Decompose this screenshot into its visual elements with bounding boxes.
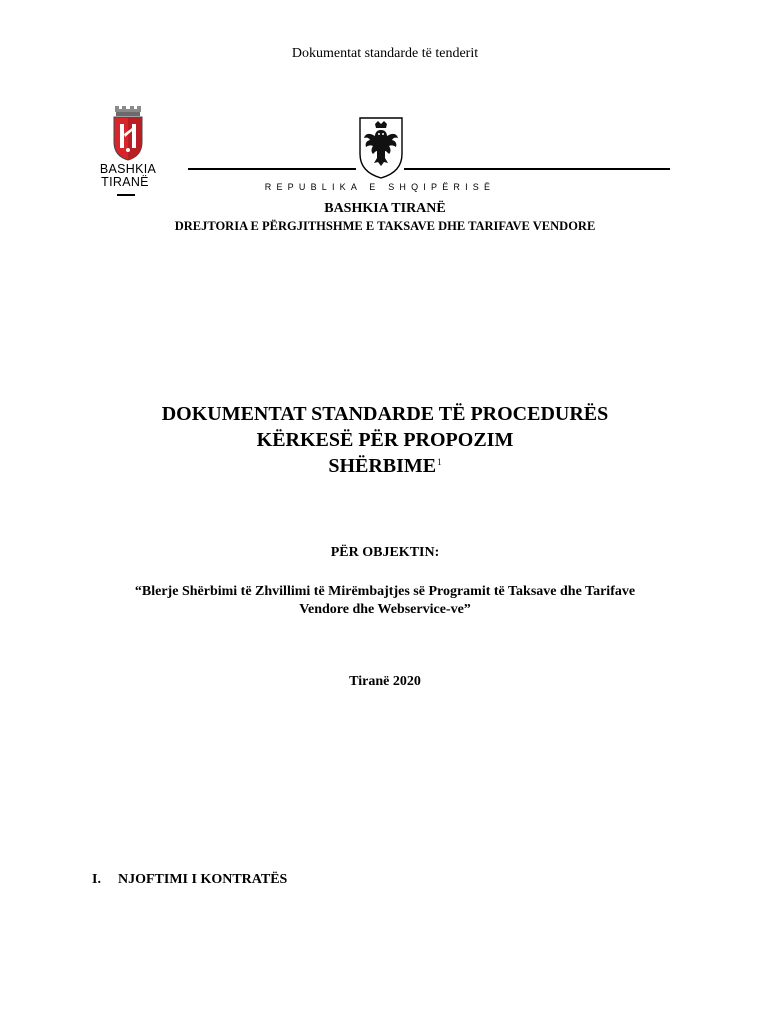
footnote-reference[interactable]: 1 <box>437 457 442 467</box>
municipality-logo-line1: BASHKIA <box>99 162 157 176</box>
republic-caption: REPUBLIKA E SHQIPËRISË <box>264 182 496 192</box>
document-title-line2: KËRKESË PËR PROPOZIM <box>256 429 514 451</box>
tirana-municipality-logo <box>98 104 158 200</box>
document-title-line3-text: SHËRBIME <box>328 455 437 477</box>
section-number: I. <box>92 872 101 887</box>
running-header: Dokumentat standarde të tenderit <box>291 46 479 61</box>
organization-name: BASHKIA TIRANË <box>324 201 446 216</box>
place-and-date: Tiranë 2020 <box>349 674 421 689</box>
municipality-logo-line2: TIRANË <box>101 175 149 189</box>
logo-underline <box>117 194 135 196</box>
document-title-line1: DOKUMENTAT STANDARDE TË PROCEDURËS <box>161 403 609 425</box>
organization-department: DREJTORIA E PËRGJITHSHME E TAKSAVE DHE TARIFAVE VENDORE <box>174 219 596 233</box>
albania-eagle-emblem-icon <box>358 116 404 180</box>
section-heading: NJOFTIMI I KONTRATËS <box>118 872 288 887</box>
object-title-line2: Vendore dhe Webservice-ve” <box>299 602 471 617</box>
object-label: PËR OBJEKTIN: <box>330 545 440 560</box>
object-title-line1: “Blerje Shërbimi të Zhvillimi të Mirëmbajtjes së Programit të Taksave dhe Tarifave <box>134 584 636 599</box>
header-rule-left <box>188 168 356 170</box>
tirana-coat-of-arms-icon <box>111 104 145 162</box>
header-rule-right <box>404 168 670 170</box>
document-title-line3 <box>0 455 770 478</box>
